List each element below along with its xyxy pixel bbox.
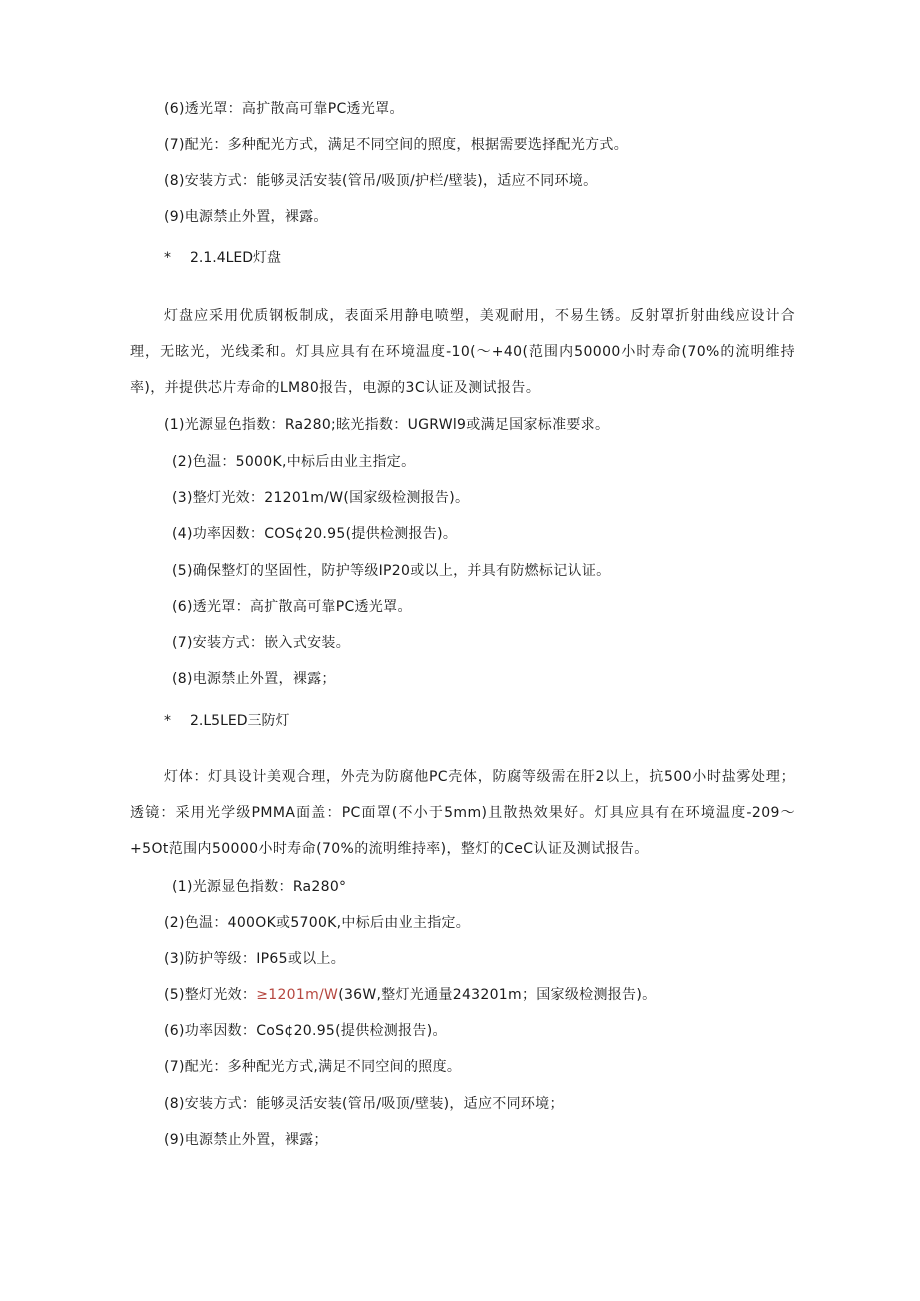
list-item: (2)色温：5000K,中标后由业主指定。 <box>172 454 416 470</box>
bullet-marker: * <box>164 250 171 266</box>
efficacy-highlight: ≥1201m/W <box>256 987 339 1003</box>
list-item: (7)安装方式：嵌入式安装。 <box>172 635 351 651</box>
section-intro-paragraph: 灯盘应采用优质钢板制成，表面采用静电喷塑，美观耐用，不易生锈。反射罩折射曲线应设计合理，无眩光，光线柔和。灯具应具有在环境温度-10(〜+40(范围内50000小时寿命(70%的流明维持率)，并提供芯片寿命的LM80报告，电源的3C认证及测试报告。 <box>130 308 795 396</box>
section-heading-led-panel <box>164 248 281 268</box>
item-prefix: (5)整灯光效： <box>164 987 257 1003</box>
list-item: (7)配光：多种配光方式，满足不同空间的照度，根据需要选择配光方式。 <box>164 137 629 153</box>
list-item: (8)安装方式：能够灵活安装(管吊/吸顶/护栏/壁装)，适应不同环境。 <box>164 173 598 189</box>
list-item: (1)光源显色指数：Ra280° <box>172 879 347 895</box>
list-item: (9)电源禁止外置，裸露； <box>164 1132 328 1148</box>
list-item: (3)整灯光效：21201m/W(国家级检测报告)。 <box>172 490 470 506</box>
list-item: (6)功率因数：CoS¢20.95(提供检测报告)。 <box>164 1023 447 1039</box>
list-item <box>164 985 656 1005</box>
list-item: (6)透光罩：高扩散高可靠PC透光罩。 <box>164 101 404 117</box>
list-item: (4)功率因数：COS¢20.95(提供检测报告)。 <box>172 526 458 542</box>
list-item: (9)电源禁止外置，裸露。 <box>164 209 328 225</box>
list-item: (5)确保整灯的坚固性，防护等级IP20或以上，并具有防燃标记认证。 <box>172 563 611 579</box>
section-heading-text: 2.L5LED三防灯 <box>190 713 290 729</box>
list-item: (2)色温：400OK或5700K,中标后由业主指定。 <box>164 915 471 931</box>
list-item: (3)防护等级：IP65或以上。 <box>164 951 346 967</box>
list-item: (8)安装方式：能够灵活安装(管吊/吸顶/壁装)，适应不同环境； <box>164 1096 564 1112</box>
list-item: (1)光源显色指数：Ra280;眩光指数：UGRWl9或满足国家标准要求。 <box>164 417 610 433</box>
item-suffix: (36W,整灯光通量243201m；国家级检测报告)。 <box>338 987 657 1003</box>
list-item: (8)电源禁止外置，裸露； <box>172 671 336 687</box>
bullet-marker: * <box>164 713 171 729</box>
section-heading-text: 2.1.4LED灯盘 <box>190 250 282 266</box>
section-heading-tri-proof-light <box>164 711 290 731</box>
section-intro-paragraph: 灯体：灯具设计美观合理，外壳为防腐他PC壳体，防腐等级需在肝2以上，抗500小时盐雾处理；透镜：采用光学级PMMA面盖：PC面罩(不小于5mm)且散热效果好。灯具应具有在环境温度-209〜+5Ot范围内50000小时寿命(70%的流明维持率)，整灯的CeC认证及测试报告。 <box>130 769 795 857</box>
list-item: (7)配光：多种配光方式,满足不同空间的照度。 <box>164 1059 462 1075</box>
list-item: (6)透光罩：高扩散高可靠PC透光罩。 <box>172 599 412 615</box>
